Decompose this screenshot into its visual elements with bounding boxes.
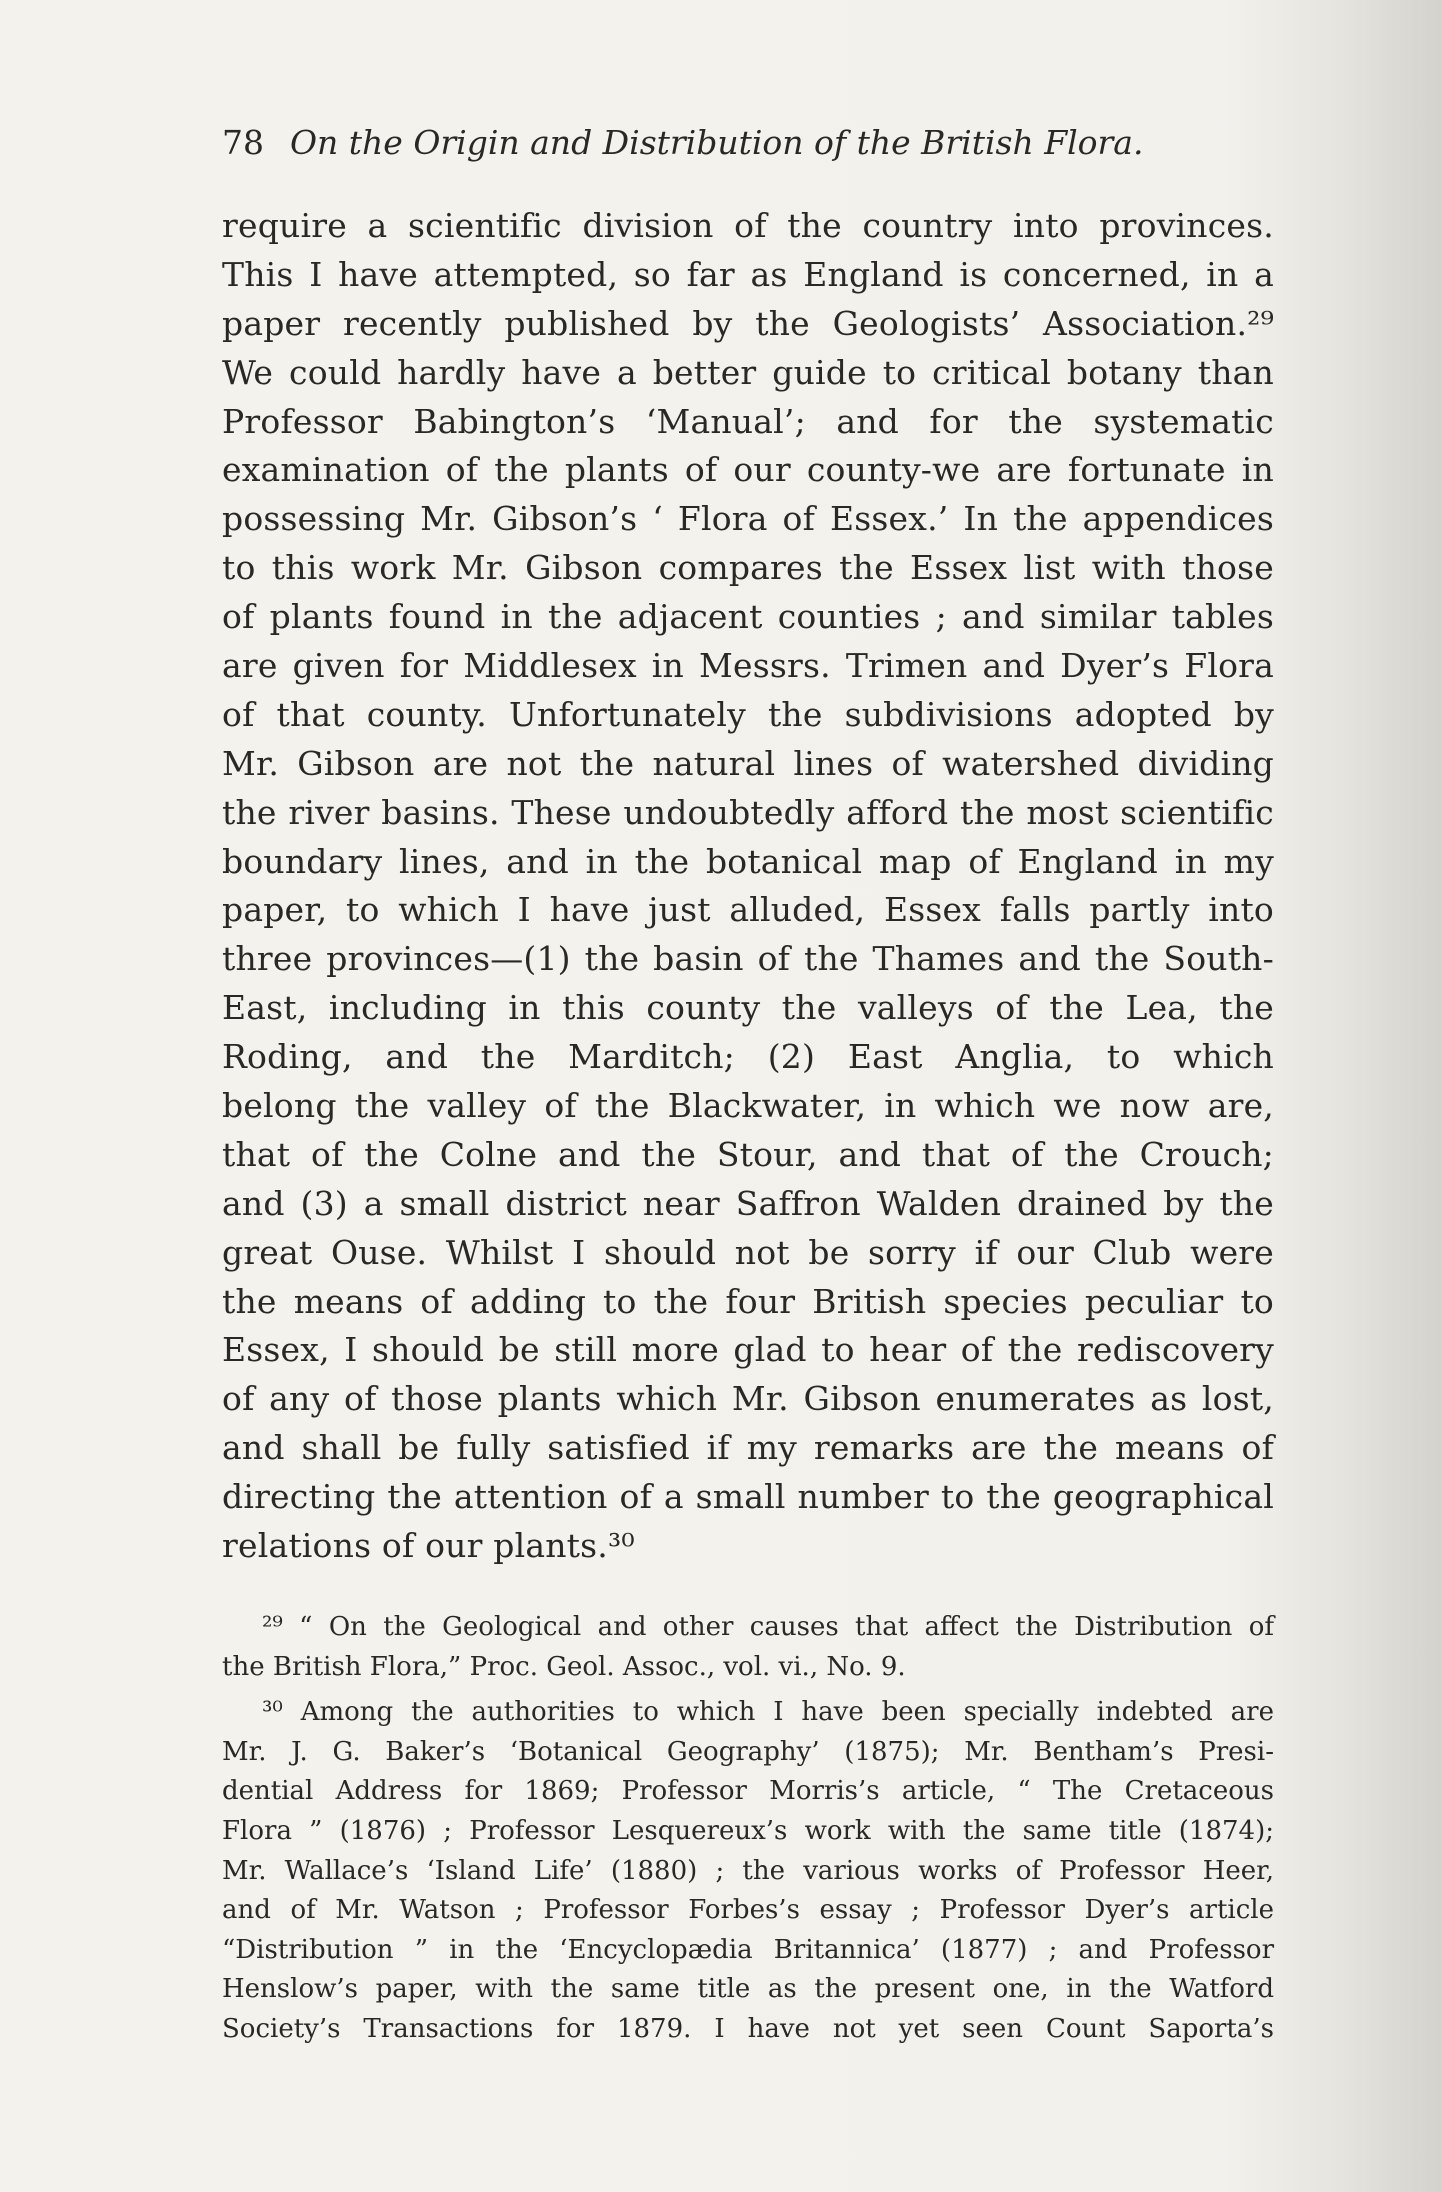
footnote-line: “Distribution ” in the ‘Encyclopædia Britannica’ (1877) ; and Professor: [222, 1934, 1274, 1965]
running-title: On the Origin and Distribution of the British Flora.: [290, 123, 1144, 162]
text-line: of that county. Unfortunately the subdivisions adopted by: [222, 694, 1274, 734]
footnote-line: Henslow’s paper, with the same title as the present one, in the Watford: [222, 1974, 1274, 2005]
footnote-line: the British Flora,” Proc. Geol. Assoc., vol. vi., No. 9.: [222, 1651, 906, 1682]
text-line: the means of adding to the four British species peculiar to: [222, 1281, 1274, 1321]
text-line: of plants found in the adjacent counties ; and similar tables: [222, 597, 1274, 637]
page-number: 78: [222, 123, 264, 162]
text-line: This I have attempted, so far as England is concerned, in a: [222, 254, 1274, 294]
text-line: the river basins. These undoubtedly afford the most scientific: [222, 792, 1274, 832]
page-header: [222, 118, 1272, 168]
footnotes: [222, 1608, 1274, 2050]
text-line: Professor Babington’s ‘Manual’; and for the systematic: [222, 401, 1274, 441]
footnote-line: Mr. J. G. Baker’s ‘Botanical Geography’ (1875); Mr. Bentham’s Presi-: [222, 1736, 1274, 1767]
footnote-line: Mr. Wallace’s ‘Island Life’ (1880) ; the various works of Professor Heer,: [222, 1855, 1274, 1886]
footnote-29: [222, 1608, 1274, 1687]
text-line: and shall be fully satisfied if my remarks are the means of: [222, 1428, 1274, 1468]
text-line: paper, to which I have just alluded, Essex falls partly into: [222, 890, 1274, 930]
text-line: examination of the plants of our county-we are fortunate in: [222, 450, 1274, 490]
text-line: are given for Middlesex in Messrs. Trimen and Dyer’s Flora: [222, 646, 1274, 686]
text-line: and (3) a small district near Saffron Walden drained by the: [222, 1183, 1274, 1223]
body-text: [222, 202, 1274, 1571]
text-line: We could hardly have a better guide to critical botany than: [222, 352, 1274, 392]
text-line: possessing Mr. Gibson’s ‘ Flora of Essex.’ In the appendices: [222, 499, 1274, 539]
text-line: directing the attention of a small number to the geographical: [222, 1477, 1274, 1517]
footnote-line: and of Mr. Watson ; Professor Forbes’s essay ; Professor Dyer’s article: [222, 1895, 1274, 1926]
footnote-line: ²⁹ “ On the Geological and other causes that affect the Distribution of: [262, 1612, 1274, 1642]
footnote-line: dential Address for 1869; Professor Morris’s article, “ The Cretaceous: [222, 1776, 1274, 1807]
text-line: East, including in this county the valleys of the Lea, the: [222, 988, 1274, 1028]
text-line: paper recently published by the Geologists’ Association.²⁹: [222, 303, 1274, 343]
text-line: that of the Colne and the Stour, and that of the Crouch;: [222, 1134, 1274, 1174]
text-line: of any of those plants which Mr. Gibson enumerates as lost,: [222, 1379, 1274, 1419]
footnote-30: [222, 1693, 1274, 2049]
text-line: require a scientific division of the country into provinces.: [222, 206, 1274, 245]
footnote-line: Society’s Transactions for 1879. I have not yet seen Count Saporta’s: [222, 2013, 1274, 2044]
text-line: Essex, I should be still more glad to hear of the rediscovery: [222, 1330, 1274, 1370]
footnote-line: ³⁰ Among the authorities to which I have been specially indebted are: [262, 1697, 1274, 1728]
footnote-line: Flora ” (1876) ; Professor Lesquereux’s work with the same title (1874);: [222, 1815, 1274, 1846]
text-line: to this work Mr. Gibson compares the Essex list with those: [222, 548, 1274, 588]
text-line: belong the valley of the Blackwater, in which we now are,: [222, 1086, 1274, 1126]
text-line: three provinces—(1) the basin of the Thames and the South-: [222, 939, 1274, 979]
text-line: boundary lines, and in the botanical map of England in my: [222, 841, 1274, 881]
text-line: relations of our plants.³⁰: [222, 1526, 635, 1566]
text-line: Roding, and the Marditch; (2) East Anglia, to which: [222, 1037, 1274, 1077]
text-line: Mr. Gibson are not the natural lines of watershed dividing: [222, 743, 1274, 783]
text-line: great Ouse. Whilst I should not be sorry if our Club were: [222, 1232, 1274, 1272]
